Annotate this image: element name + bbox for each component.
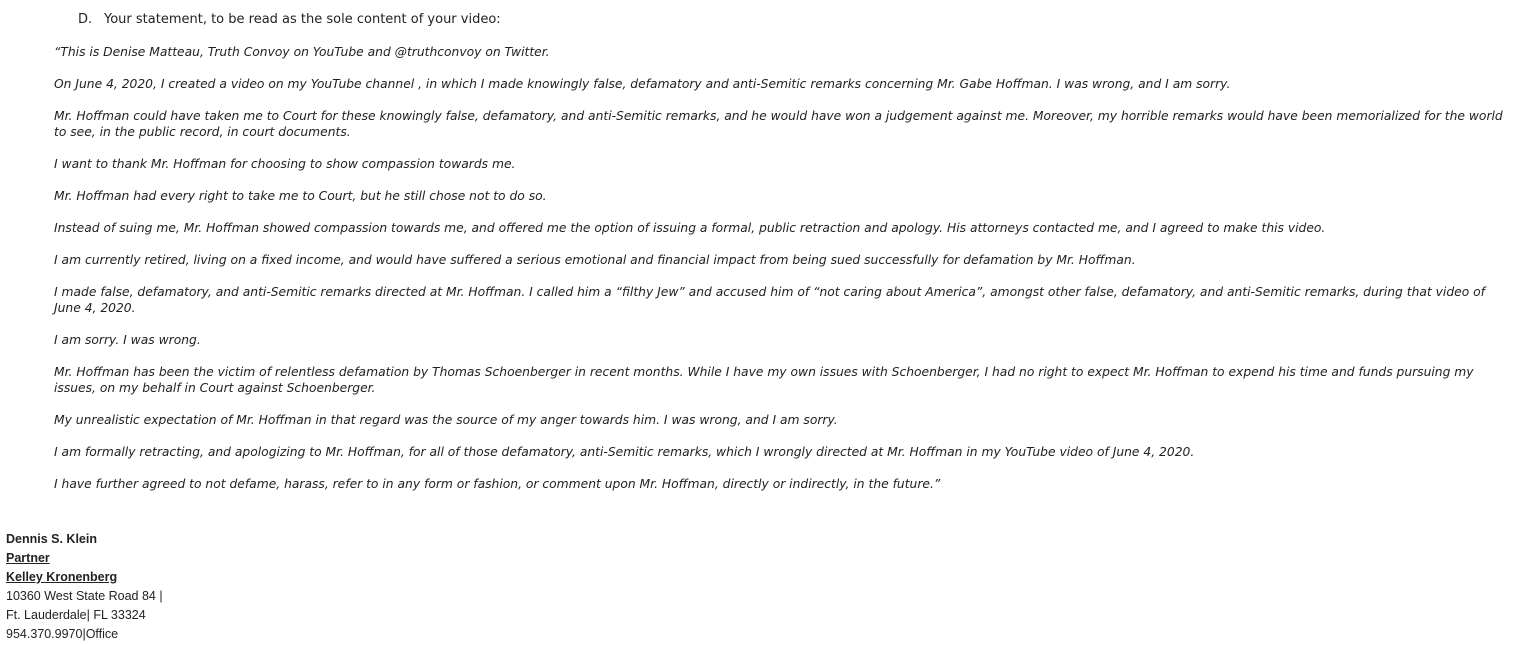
- statement-paragraph: “This is Denise Matteau, Truth Convoy on YouTube and @truthconvoy on Twitter.: [54, 45, 550, 59]
- statement-paragraph: Mr. Hoffman has been the victim of relentless defamation by Thomas Schoenberger in recent months. While I have my own issues with Schoenberger, I had no right to expect Mr. Hoffman to expend his time and funds pursuing my issues, on my behalf in Court against Schoenberger.: [54, 365, 1474, 395]
- signature-name: Dennis S. Klein: [6, 532, 97, 546]
- section-letter: D.: [78, 12, 93, 27]
- statement-paragraph: Mr. Hoffman had every right to take me to Court, but he still chose not to do so.: [54, 189, 547, 203]
- signature-title-link[interactable]: Partner: [6, 551, 50, 565]
- statement-paragraph: I have further agreed to not defame, harass, refer to in any form or fashion, or comment upon Mr. Hoffman, directly or indirectly, in the future.”: [54, 477, 941, 491]
- statement-paragraph: On June 4, 2020, I created a video on my YouTube channel , in which I made knowingly false, defamatory and anti-Semitic remarks concerning Mr. Gabe Hoffman. I was wrong, and I am sorry.: [54, 77, 1231, 91]
- signature-address-line-2: Ft. Lauderdale| FL 33324: [6, 608, 146, 622]
- signature-firm-link[interactable]: Kelley Kronenberg: [6, 570, 118, 584]
- statement-paragraph: I made false, defamatory, and anti-Semitic remarks directed at Mr. Hoffman. I called him a “filthy Jew” and accused him of “not caring about America”, amongst other false, defamatory, and anti-Semitic remarks, during that video of June 4, 2020.: [54, 285, 1485, 315]
- statement-paragraph: I am currently retired, living on a fixed income, and would have suffered a serious emotional and financial impact from being sued successfully for defamation by Mr. Hoffman.: [54, 253, 1136, 267]
- statement-paragraph: Mr. Hoffman could have taken me to Court for these knowingly false, defamatory, and anti-Semitic remarks, and he would have won a judgement against me. Moreover, my horrible remarks would have been memorialized for the world to see, in the public record, in court documents.: [54, 109, 1503, 139]
- statement-paragraph: Instead of suing me, Mr. Hoffman showed compassion towards me, and offered me the option of issuing a formal, public retraction and apology. His attorneys contacted me, and I agreed to make this video.: [54, 221, 1326, 235]
- statement-paragraph: I want to thank Mr. Hoffman for choosing to show compassion towards me.: [54, 157, 516, 171]
- email-signature: [6, 530, 163, 644]
- section-heading-text: Your statement, to be read as the sole content of your video:: [104, 12, 501, 27]
- statement-paragraph: I am sorry. I was wrong.: [54, 333, 201, 347]
- section-heading: [78, 12, 501, 28]
- signature-phone: 954.370.9970|Office: [6, 627, 119, 641]
- statement-paragraph: My unrealistic expectation of Mr. Hoffman in that regard was the source of my anger towards him. I was wrong, and I am sorry.: [54, 413, 838, 427]
- signature-address-line-1: 10360 West State Road 84 |: [6, 589, 163, 603]
- statement-paragraph: I am formally retracting, and apologizing to Mr. Hoffman, for all of those defamatory, anti-Semitic remarks, which I wrongly directed at Mr. Hoffman in my YouTube video of June 4, 2020.: [54, 445, 1195, 459]
